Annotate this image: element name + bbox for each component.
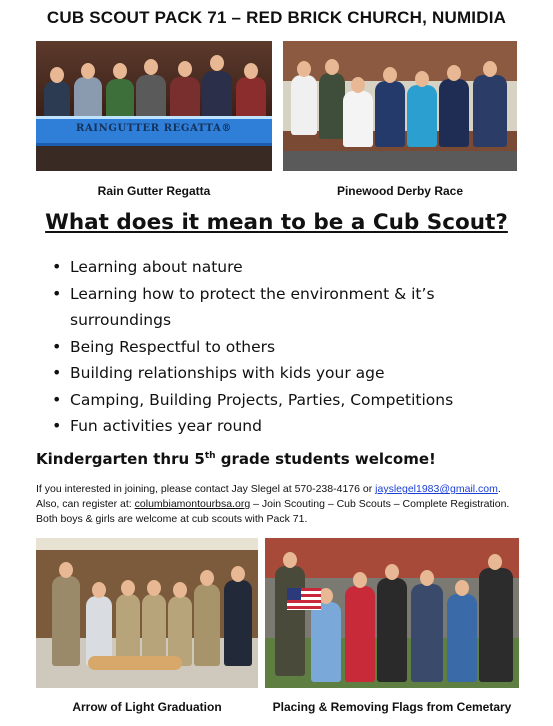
contact-line-3: Both boys & girls are welcome at cub scouts with Pack 71. xyxy=(36,513,308,525)
photo-pinewood-derby xyxy=(283,41,517,171)
bullet-item: • Learning how to protect the environment & it’s surroundings xyxy=(52,281,522,334)
email-link[interactable]: jayslegel1983@gmail.com xyxy=(375,483,498,495)
bullet-item: • Fun activities year round xyxy=(52,413,522,440)
contact-text: . xyxy=(497,483,501,495)
contact-line-1 xyxy=(36,482,536,497)
caption-arrow-of-light: Arrow of Light Graduation xyxy=(72,700,222,714)
welcome-text-end: grade students welcome! xyxy=(215,450,436,468)
photo-flags-cemetary xyxy=(265,538,519,688)
bullet-item: • Building relationships with kids your age xyxy=(52,360,522,387)
caption-pinewood-derby: Pinewood Derby Race xyxy=(336,184,464,198)
contact-text: Also, can register at: xyxy=(36,498,135,510)
welcome-superscript: th xyxy=(204,451,216,461)
regatta-banner-text: RAINGUTTER REGATTA® xyxy=(76,123,232,134)
bullet-list xyxy=(52,254,522,440)
welcome-text-start: Kindergarten thru 5 xyxy=(36,450,205,468)
bullet-item: • Being Respectful to others xyxy=(52,334,522,361)
website-link[interactable]: columbiamontourbsa.org xyxy=(134,498,251,510)
contact-info xyxy=(36,482,536,527)
bullet-item: • Camping, Building Projects, Parties, Competitions xyxy=(52,387,522,414)
bullet-item: • Learning about nature xyxy=(52,254,522,281)
section-heading: What does it mean to be a Cub Scout? xyxy=(45,210,508,235)
contact-line-2 xyxy=(36,497,536,512)
contact-text: – Join Scouting – Cub Scouts – Complete Registration. xyxy=(250,498,510,510)
welcome-line xyxy=(36,450,436,468)
caption-rain-gutter-regatta: Rain Gutter Regatta xyxy=(97,184,211,198)
photo-rain-gutter-regatta xyxy=(36,41,272,171)
regatta-banner xyxy=(36,116,272,146)
page-title: CUB SCOUT PACK 71 – RED BRICK CHURCH, NUMIDIA xyxy=(46,8,507,27)
photo-arrow-of-light xyxy=(36,538,258,688)
caption-flags-cemetary: Placing & Removing Flags from Cemetary xyxy=(272,700,512,714)
contact-text: If you interested in joining, please contact Jay Slegel at 570-238-4176 or xyxy=(36,483,376,495)
